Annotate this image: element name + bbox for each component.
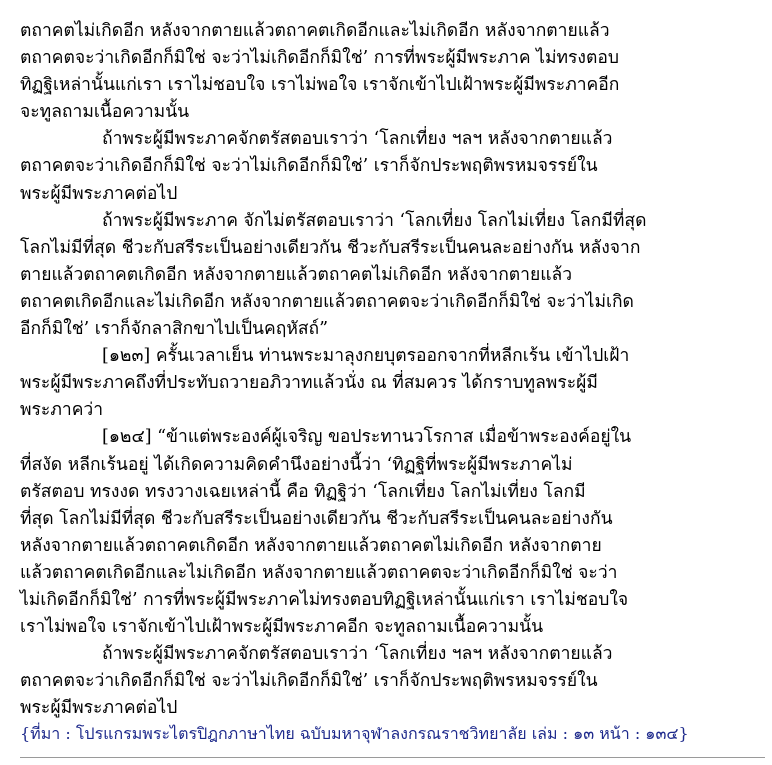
text-line: ทิฏฐิเหล่านั้นแก่เรา เราไม่ชอบใจ เราไม่พอใจ เราจักเข้าไปเฝ้าพระผู้มีพระภาคอีก bbox=[20, 75, 620, 96]
text-line: ตถาคตจะว่าเกิดอีกก็มิใช่ จะว่าไม่เกิดอีกก็มิใช่’ การที่พระผู้มีพระภาค ไม่ทรงตอบ bbox=[20, 48, 619, 69]
text-line: โลกไม่มีที่สุด ชีวะกับสรีระเป็นอย่างเดียวกัน ชีวะกับสรีระเป็นคนละอย่างกัน หลังจาก bbox=[20, 237, 641, 258]
text-line: [๑๒๓] ครั้นเวลาเย็น ท่านพระมาลุงกยบุตรออกจากที่หลีกเร้น เข้าไปเฝ้า bbox=[102, 346, 630, 367]
text-line: ถ้าพระผู้มีพระภาค จักไม่ตรัสตอบเราว่า ‘โลกเที่ยง โลกไม่เที่ยง โลกมีที่สุด bbox=[102, 210, 647, 231]
text-line: ตรัสตอบ ทรงงด ทรงวางเฉยเหล่านี้ คือ ทิฏฐิว่า ‘โลกเที่ยง โลกไม่เที่ยง โลกมี bbox=[20, 481, 586, 502]
text-line: ที่สงัด หลีกเร้นอยู่ ได้เกิดความคิดคำนึงอย่างนี้ว่า ‘ทิฏฐิที่พระผู้มีพระภาคไม่ bbox=[20, 454, 573, 475]
text-line: หลังจากตายแล้วตถาคตเกิดอีก หลังจากตายแล้วตถาคตไม่เกิดอีก หลังจากตาย bbox=[20, 535, 602, 556]
text-line: พระผู้มีพระภาคต่อไป bbox=[20, 698, 178, 719]
text-line: พระภาคว่า bbox=[20, 400, 104, 421]
text-line: แล้วตถาคตเกิดอีกและไม่เกิดอีก หลังจากตายแล้วตถาคตจะว่าเกิดอีกก็มิใช่ จะว่า bbox=[20, 562, 618, 583]
text-line: [๑๒๔] “ข้าแต่พระองค์ผู้เจริญ ขอประทานวโรกาส เมื่อข้าพระองค์อยู่ใน bbox=[102, 427, 632, 448]
text-line: พระผู้มีพระภาคถึงที่ประทับถวายอภิวาทแล้วนั่ง ณ ที่สมควร ได้กราบทูลพระผู้มี bbox=[20, 373, 598, 394]
text-line: ตถาคตไม่เกิดอีก หลังจากตายแล้วตถาคตเกิดอีกและไม่เกิดอีก หลังจากตายแล้ว bbox=[20, 21, 610, 41]
source-citation: {ที่มา : โปรแกรมพระไตรปิฎกภาษาไทย ฉบับมหาจุฬาลงกรณราชวิทยาลัย เล่ม : ๑๓ หน้า : ๑๓๔} bbox=[20, 724, 689, 743]
text-line: เราไม่พอใจ เราจักเข้าไปเฝ้าพระผู้มีพระภาคอีก จะทูลถามเนื้อความนั้น bbox=[20, 617, 544, 638]
text-line: ถ้าพระผู้มีพระภาคจักตรัสตอบเราว่า ‘โลกเที่ยง ฯลฯ หลังจากตายแล้ว bbox=[102, 644, 613, 665]
text-line: ถ้าพระผู้มีพระภาคจักตรัสตอบเราว่า ‘โลกเที่ยง ฯลฯ หลังจากตายแล้ว bbox=[102, 129, 613, 150]
text-line: ตถาคตจะว่าเกิดอีกก็มิใช่ จะว่าไม่เกิดอีกก็มิใช่’ เราก็จักประพฤติพรหมจรรย์ใน bbox=[20, 671, 598, 692]
text-line: ไม่เกิดอีกก็มิใช่’ การที่พระผู้มีพระภาคไม่ทรงตอบทิฏฐิเหล่านั้นแก่เรา เราไม่ชอบใจ bbox=[20, 589, 629, 610]
text-line: ที่สุด โลกไม่มีที่สุด ชีวะกับสรีระเป็นอย่างเดียวกัน ชีวะกับสรีระเป็นคนละอย่างกัน bbox=[20, 508, 613, 529]
text-line: อีกก็มิใช่’ เราก็จักลาสิกขาไปเป็นคฤหัสถ์” bbox=[20, 319, 329, 340]
text-line: ตถาคตจะว่าเกิดอีกก็มิใช่ จะว่าไม่เกิดอีกก็มิใช่’ เราก็จักประพฤติพรหมจรรย์ใน bbox=[20, 156, 598, 177]
document-body bbox=[20, 18, 760, 722]
text-line: ตายแล้วตถาคตเกิดอีก หลังจากตายแล้วตถาคตไม่เกิดอีก หลังจากตายแล้ว bbox=[20, 264, 573, 285]
text-line: จะทูลถามเนื้อความนั้น bbox=[20, 102, 190, 123]
bottom-divider bbox=[20, 757, 765, 758]
text-line: ตถาคตเกิดอีกและไม่เกิดอีก หลังจากตายแล้วตถาคตจะว่าเกิดอีกก็มิใช่ จะว่าไม่เกิด bbox=[20, 291, 634, 312]
text-line: พระผู้มีพระภาคต่อไป bbox=[20, 183, 178, 204]
